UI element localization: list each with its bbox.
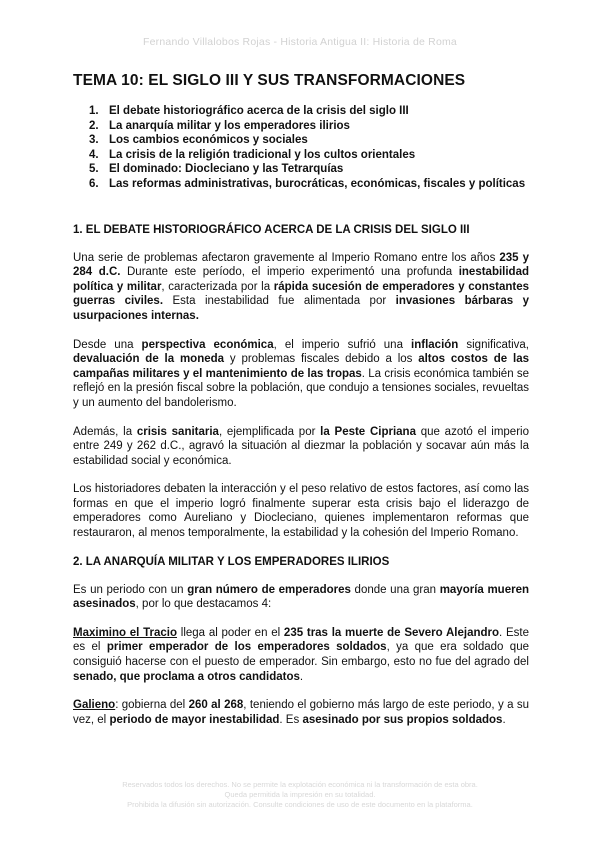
paragraph: Maximino el Tracio llega al poder en el 235 tras la muerte de Severo Alejandro. Este es el primer emperador de los emperadores soldados, ya que era soldado que consiguió hacerse con el puesto de emperador. Sin embargo, esto no fue del agrado del senado, que proclama a otros candidatos. (73, 626, 530, 683)
document-body (73, 72, 529, 727)
toc-item: 3. Los cambios económicos y sociales (89, 134, 308, 147)
toc-item: 6. Las reformas administrativas, burocráticas, económicas, fiscales y políticas (89, 177, 526, 190)
document-title: TEMA 10: EL SIGLO III Y SUS TRANSFORMACIONES (73, 72, 466, 89)
footer-line: Queda permitida la impresión en su totalidad. (224, 790, 376, 799)
toc-item: 5. El dominado: Diocleciano y las Tetrarquías (89, 163, 344, 176)
section-heading: 1. EL DEBATE HISTORIOGRÁFICO ACERCA DE LA CRISIS DEL SIGLO III (73, 223, 470, 236)
header-watermark: Fernando Villalobos Rojas - Historia Antigua II: Historia de Roma (143, 36, 457, 48)
paragraph: Una serie de problemas afectaron gravemente al Imperio Romano entre los años 235 y 284 d.C. Durante este período, el imperio experimentó una profunda inestabilidad política y militar, caracterizada por la rápida sucesión de emperadores y constantes guerras civiles. Esta inestabilidad fue alimentada por invasiones bárbaras y usurpaciones internas. (73, 251, 530, 322)
footer-watermark (0, 780, 600, 810)
footer-line: Prohibida la difusión sin autorización. Consulte condiciones de uso de este documento en la plataforma. (127, 800, 473, 809)
emperor-name: Galieno (73, 699, 116, 712)
paragraph: Galieno: gobierna del 260 al 268, teniendo el gobierno más largo de este periodo, y a su vez, el periodo de mayor inestabilidad. Es asesinado por sus propios soldados. (73, 699, 530, 726)
paragraph: Además, la crisis sanitaria, ejemplificada por la Peste Cipriana que azotó el imperio entre 249 y 262 d.C., agravó la situación al diezmar la población y socavar aún más la estabilidad social y económica. (73, 425, 529, 467)
emperor-name: Maximino el Tracio (73, 626, 178, 639)
toc-item: 2. La anarquía militar y los emperadores ilirios (89, 119, 350, 132)
toc-item: 1. El debate historiográfico acerca de la crisis del siglo III (89, 105, 409, 117)
footer-line: Reservados todos los derechos. No se permite la explotación económica ni la transformación de esta obra. (122, 780, 478, 789)
table-of-contents (73, 104, 529, 192)
paragraph: Los historiadores debaten la interacción y el peso relativo de estos factores, así como las formas en que el imperio logró finalmente superar esta crisis bajo el liderazgo de emperadores como Aureliano y Diocleciano, quienes implementaron reformas que restauraron, al menos temporalmente, la estabilidad y la cohesión del Imperio Romano. (73, 483, 529, 540)
toc-item: 4. La crisis de la religión tradicional y los cultos orientales (89, 148, 416, 161)
paragraph: Desde una perspectiva económica, el imperio sufrió una inflación significativa, devaluación de la moneda y problemas fiscales debido a los altos costos de las campañas militares y el mantenimiento de las tropas. La crisis económica también se reflejó en la presión fiscal sobre la población, que condujo a tensiones sociales, revueltas y un aumento del bandolerismo. (73, 338, 530, 409)
paragraph: Es un periodo con un gran número de emperadores donde una gran mayoría mueren asesinados, por lo que destacamos 4: (73, 583, 529, 611)
section-heading: 2. LA ANARQUÍA MILITAR Y LOS EMPERADORES ILIRIOS (73, 555, 390, 568)
